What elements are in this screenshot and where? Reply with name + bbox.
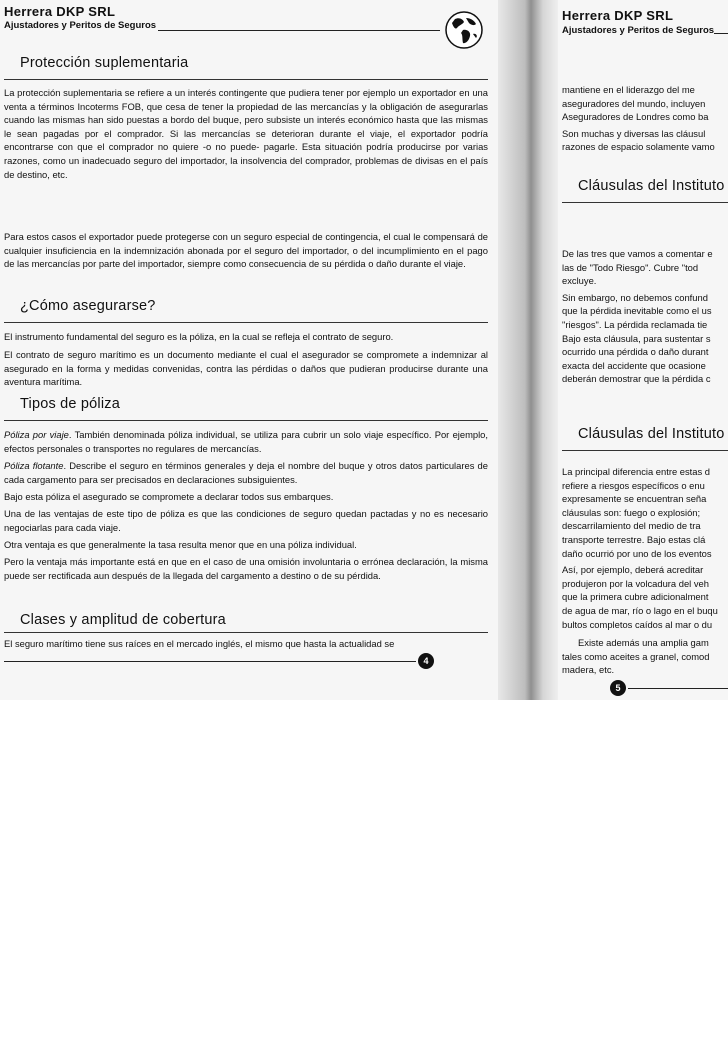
closing-text: Existe además una amplia gam tales como aceites a granel, comod madera, etc. xyxy=(562,637,710,676)
paragraph: El instrumento fundamental del seguro es la póliza, en la cual se refleja el contrato de seguro. xyxy=(4,331,394,342)
company-subtitle: Ajustadores y Peritos de Seguros xyxy=(4,20,157,31)
paragraph: Bajo esta póliza el asegurado se compromete a declarar todos sus embarques. xyxy=(4,491,334,502)
section-2-text: La principal diferencia entre estas d refiere a riesgos específicos o enu expresamente se encuentran seña cláusulas son: fuego o explosión; descarrilamiento del medio de tra transporte terrestre. Bajo estas clá daño ocurrió por uno de los eventos Así, por ejemplo, deberá acreditar produjeron por la volcadura del veh que la primera cubre adicionalment de agua de mar, río o lago en el buqu bultos completos caídos al mar o du xyxy=(562,466,718,630)
section-title-clases-cobertura: Clases y amplitud de cobertura xyxy=(20,612,226,628)
section-rule xyxy=(4,322,488,323)
company-subtitle: Ajustadores y Peritos de Seguros xyxy=(562,25,715,36)
page-number-badge: 4 xyxy=(418,653,434,669)
paragraph: La protección suplementaria se refiere a un interés contingente que pudiera tener por ejemplo un exportador en una venta a términos Incoterms FOB, que cesa de tener la propiedad de las mercancías y la obligación de asegurarlas cuando las mismas han sido puestas a bordo del buque, pero subsiste un interés económico hasta que las mismas le sean pagadas por el comprador. Si las mercancías se deterioran durante el viaje, el exportador podría encontrarse con que el comprador no quiere -o no puede- pagarle. Esta situación podría producirse por varias razones, como un inadecuado seguro del importador, la insolvencia del comprador, problemas de divisas en el país de destino, etc. xyxy=(4,87,488,180)
paragraph: El seguro marítimo tiene sus raíces en el mercado inglés, el mismo que hasta la actualidad se xyxy=(4,638,395,649)
paragraph: Pero la ventaja más importante está en que en el caso de una omisión involuntaria o errónea declaración, la misma puede ser rectificada aun después de la llegada del cargamento a destino o de su pérdida. xyxy=(4,556,488,581)
left-page xyxy=(0,0,498,700)
right-page xyxy=(558,0,728,700)
section-title-clausulas-2: Cláusulas del Instituto xyxy=(578,426,725,442)
paragraph: Otra ventaja es que generalmente la tasa resulta menor que en una póliza individual. xyxy=(4,539,357,550)
section-title-clausulas-1: Cláusulas del Instituto xyxy=(578,178,725,194)
company-name: Herrera DKP SRL xyxy=(4,4,116,19)
paragraph-poliza-por-viaje: Póliza por viaje. También denominada póliza individual, se utiliza para cubrir un solo viaje específico. Por ejemplo, efectos personales o transportes no regulares de mercancías. xyxy=(4,429,488,454)
page-number-badge: 5 xyxy=(610,680,626,696)
section-rule xyxy=(562,202,728,203)
company-name: Herrera DKP SRL xyxy=(562,8,674,23)
intro-text: mantiene en el liderazgo del me aseguradores del mundo, incluyen Aseguradores de Londres como ba Son muchas y diversas las cláusul razones de espacio solamente vamo xyxy=(562,84,715,153)
footer-rule xyxy=(4,661,416,662)
paragraph: El contrato de seguro marítimo es un documento mediante el cual el asegurador se compromete a indemnizar al asegurado en la forma y medidas convenidas, contra las pérdidas o daños que pudieran producirse durante una aventura marítima. xyxy=(4,349,488,388)
section-rule xyxy=(4,632,488,633)
book-gutter xyxy=(498,0,558,700)
footer-rule xyxy=(628,688,728,689)
section-rule xyxy=(4,420,488,421)
section-rule xyxy=(562,450,728,451)
term-poliza-por-viaje: Póliza por viaje xyxy=(4,429,69,440)
term-poliza-flotante: Póliza flotante xyxy=(4,460,64,471)
paragraph: Para estos casos el exportador puede protegerse con un seguro especial de contingencia, el cual le compensará de cualquier insuficiencia en la indemnización abonada por el seguro del importador, o del incumplimiento en el pago de las mercancías por parte del importador, siempre como consecuencia de su pérdida o daño durante el viaje. xyxy=(4,231,488,270)
paragraph: Una de las ventajas de este tipo de póliza es que las condiciones de seguro quedan pactadas y no es necesario negociarlas para cada viaje. xyxy=(4,508,488,533)
header-rule xyxy=(158,30,440,31)
section-title-tipos-poliza: Tipos de póliza xyxy=(20,396,120,412)
section-rule xyxy=(4,79,488,80)
header-rule xyxy=(714,33,728,34)
globe-icon xyxy=(444,10,484,50)
section-title-como-asegurarse: ¿Cómo asegurarse? xyxy=(20,298,156,314)
section-title-proteccion: Protección suplementaria xyxy=(20,55,189,71)
paragraph-poliza-flotante: Póliza flotante. Describe el seguro en términos generales y deja el nombre del buque y otros datos particulares de cada cargamento para ser precisados en declaraciones subsiguientes. xyxy=(4,460,488,485)
section-1-text: De las tres que vamos a comentar e las de "Todo Riesgo". Cubre "tod excluye. Sin embargo, no debemos confund que la pérdida inevitable como el us "riesgos". La pérdida reclamada tie Bajo esta cláusula, para sustentar s ocurrido una pérdida o daño durant exacta del accidente que ocasione deberán demostrar que la pérdida c xyxy=(562,248,713,385)
